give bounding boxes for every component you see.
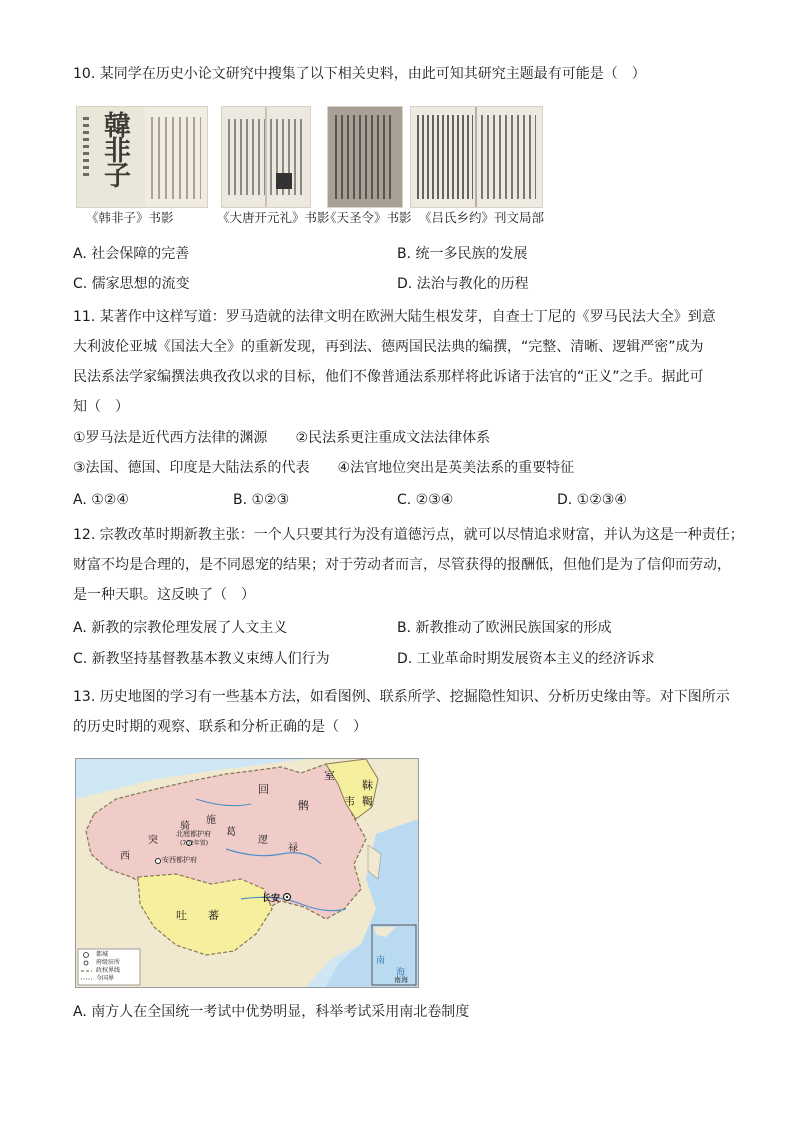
option-c: C. ②③④: [397, 492, 454, 508]
map-label: 室: [324, 769, 335, 782]
map-label: 骑: [180, 821, 190, 832]
option-c: C. 新教坚持基督教基本教义束缚人们行为: [73, 651, 330, 667]
book-image-hanfeizi: [76, 106, 208, 208]
map-label: 南: [376, 956, 386, 966]
legend-symbol-office: [84, 961, 88, 965]
map-label: 海: [396, 968, 406, 978]
option-a: A. 社会保障的完善: [73, 246, 190, 262]
legend-symbol-capital: [84, 953, 89, 958]
map-label: 靺: [362, 779, 373, 792]
image-caption: 《吕氏乡约》刊文局部: [419, 210, 545, 225]
question-13-stem-line: 的历史时期的观察、联系和分析正确的是（ ）: [73, 719, 367, 735]
question-11-statement: ③法国、德国、印度是大陆法系的代表 ④法官地位突出是英美法系的重要特征: [73, 460, 575, 476]
question-11-statement: ①罗马法是近代西方法律的渊源 ②民法系更注重成文法法律体系: [73, 430, 491, 446]
book-image-tianshengling: [327, 106, 403, 208]
image-caption: 《天圣令》书影: [324, 210, 412, 225]
question-11-stem-line: 大利波伦亚城《国法大全》的重新发现，再到法、德两国民法典的编撰，“完整、清晰、逻辑严密”成为: [73, 339, 704, 355]
legend-item: 今国界: [96, 975, 115, 982]
question-12-stem-line: 12. 宗教改革时期新教主张：一个人只要其行为没有道德污点，就可以尽情追求财富，并认为这是一种责任；: [73, 527, 744, 543]
map-label: 北庭都护府: [176, 830, 211, 838]
map-label: 葛: [226, 827, 236, 838]
legend-item: 都城: [96, 951, 109, 958]
question-11-stem-line: 民法系法学家编撰法典孜孜以求的目标，他们不像普通法系那样将此诉诸于法官的“正义”之手。据此可: [73, 369, 704, 385]
map-label: 施: [206, 815, 216, 826]
option-a: A. 南方人在全国统一考试中优势明显，科举考试采用南北卷制度: [73, 1004, 470, 1020]
map-label: 逻: [258, 835, 268, 846]
option-b: B. 统一多民族的发展: [397, 246, 528, 262]
capital-marker-dot: [286, 896, 288, 898]
map-label-capital: 长安: [262, 894, 281, 904]
question-13-stem-line: 13. 历史地图的学习有一些基本方法，如看图例、联系所学、挖掘隐性知识、分析历史缘由等。对下图所示: [73, 689, 730, 705]
map-label: 西: [120, 851, 130, 862]
historical-map: [75, 758, 419, 988]
option-d: D. 法治与教化的历程: [397, 276, 529, 292]
option-d: D. 工业革命时期发展资本主义的经济诉求: [397, 651, 655, 667]
map-label: 韦: [344, 795, 355, 808]
option-a: A. 新教的宗教伦理发展了人文主义: [73, 620, 288, 636]
option-d: D. ①②③④: [557, 492, 627, 508]
book-image-datangkaiyuanli: [221, 106, 311, 208]
map-label: 吐: [176, 909, 187, 922]
map-label: (702年置): [180, 840, 209, 847]
question-11-stem-line: 11. 某著作中这样写道：罗马造就的法律文明在欧洲大陆生根发芽，自查士丁尼的《罗马民法大全》到意: [73, 309, 716, 325]
map-label: 回: [258, 783, 269, 796]
map-label: 禄: [288, 843, 298, 854]
cover-title-text: 韓非子: [99, 111, 130, 186]
image-caption: 《大唐开元礼》书影: [217, 210, 330, 225]
option-a: A. ①②④: [73, 492, 129, 508]
question-11-stem-line: 知（ ）: [73, 399, 129, 415]
image-caption: 《韩非子》书影: [86, 210, 174, 225]
legend-item: 政权界线: [96, 967, 121, 974]
option-b: B. ①②③: [233, 492, 290, 508]
question-10-stem: 10. 某同学在历史小论文研究中搜集了以下相关史料，由此可知其研究主题最有可能是（ ）: [73, 66, 646, 82]
map-label: 鹘: [298, 799, 309, 812]
option-b: B. 新教推动了欧洲民族国家的形成: [397, 620, 612, 636]
question-12-stem-line: 财富不均是合理的，是不同恩宠的结果；对于劳动者而言，尽管获得的报酬低，但他们是为了信仰而劳动，: [73, 557, 731, 573]
option-c: C. 儒家思想的流变: [73, 276, 190, 292]
map-label: 蕃: [208, 909, 219, 922]
legend-item: 府级驻所: [96, 959, 121, 966]
question-12-stem-line: 是一种天职。这反映了（ ）: [73, 587, 255, 603]
map-label: 安西都护府: [162, 856, 197, 864]
map-label: 鞨: [362, 795, 373, 808]
map-label-inset: 南海: [394, 976, 408, 984]
map-label: 突: [148, 835, 158, 846]
protectorate-marker: [156, 859, 161, 864]
book-image-lvshixiangyue: [410, 106, 543, 208]
